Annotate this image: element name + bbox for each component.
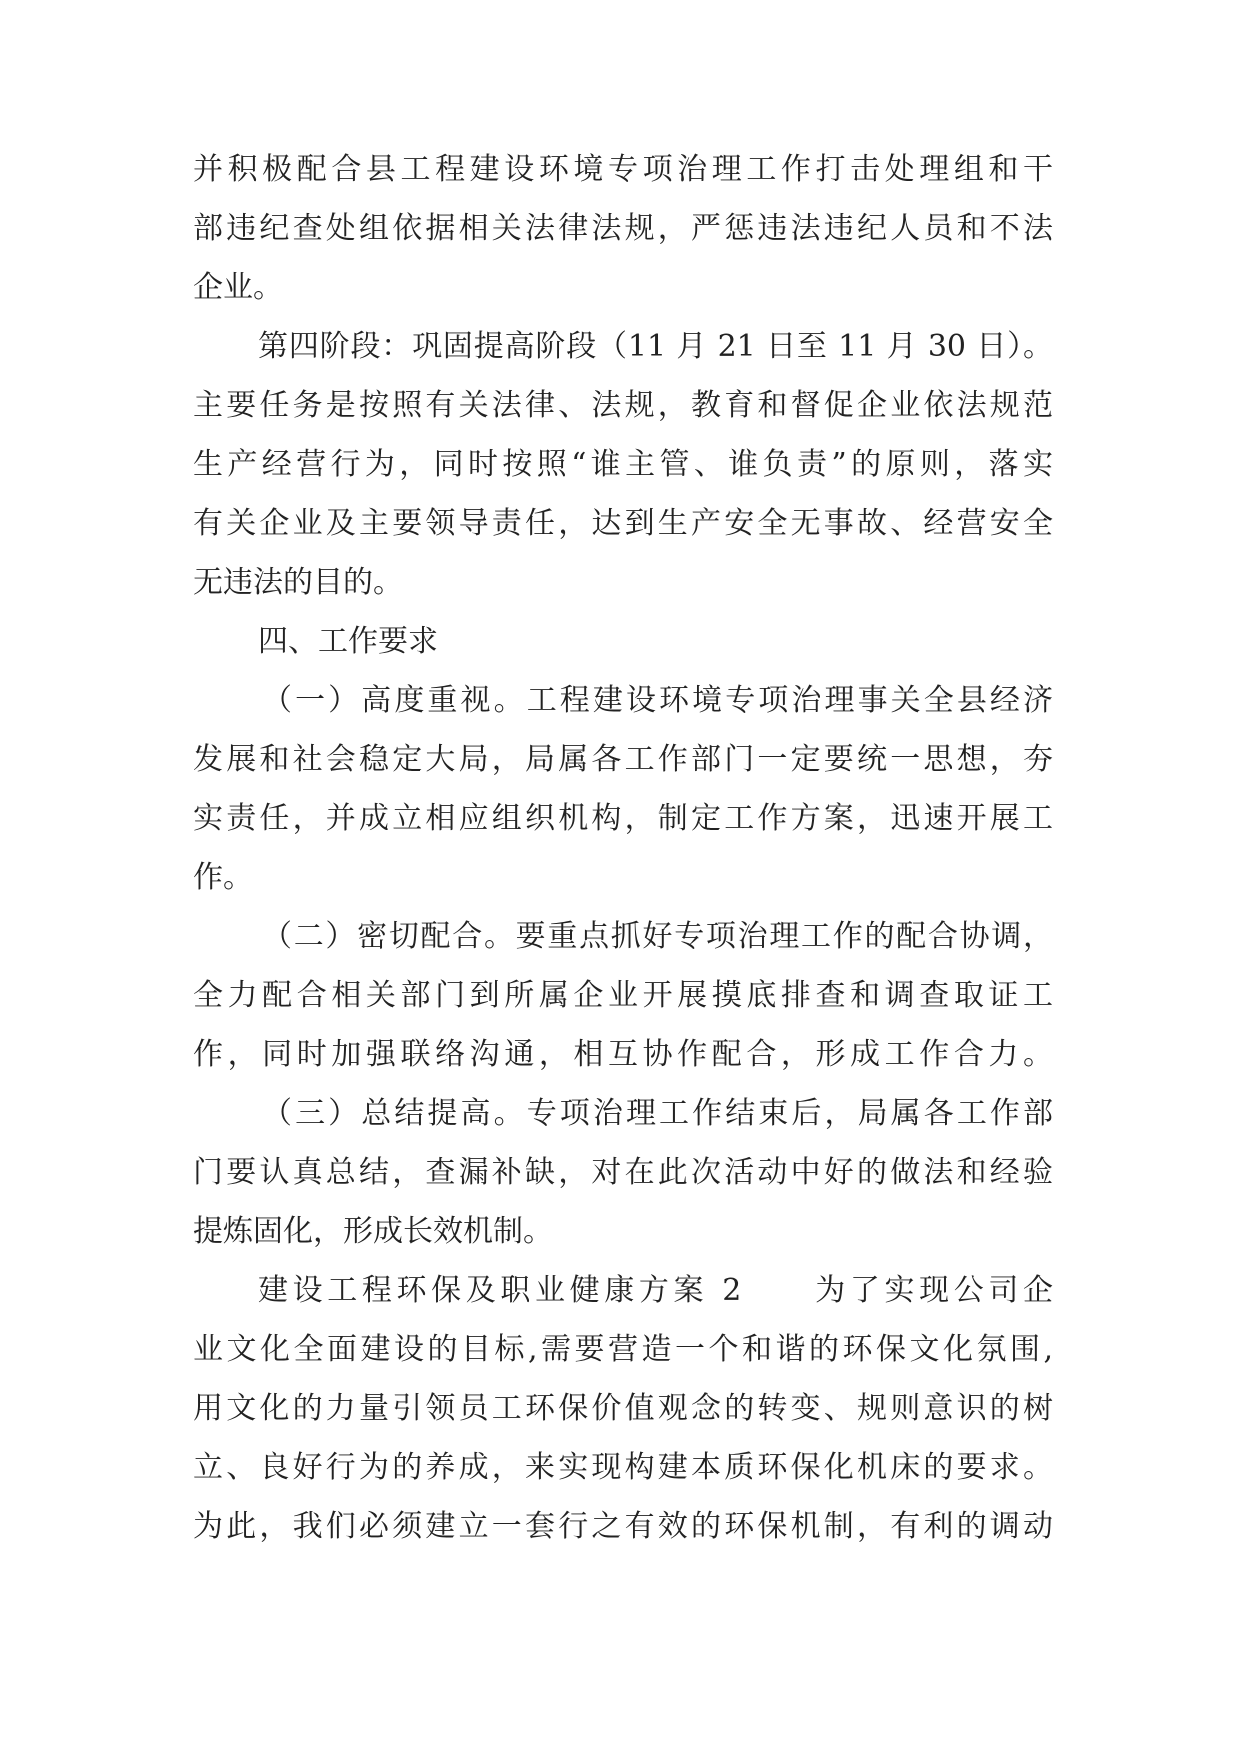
text-line: （三）总结提高。专项治理工作结束后，局属各工作部 [262,1096,1053,1131]
text-line: （一）高度重视。工程建设环境专项治理事关全县经济 [262,683,1053,718]
text-line: 业文化全面建设的目标,需要营造一个和谐的环保文化氛围, [193,1332,1053,1367]
text-line: 立、良好行为的养成，来实现构建本质环保化机床的要求。 [193,1450,1053,1485]
text-line: 生产经营行为，同时按照“谁主管、谁负责”的原则，落实 [193,447,1053,482]
text-line: 门要认真总结，查漏补缺，对在此次活动中好的做法和经验 [193,1155,1053,1190]
text-line: 作，同时加强联络沟通，相互协作配合，形成工作合力。 [193,1037,1053,1072]
text-line: 无违法的目的。 [193,565,403,600]
text-line: 用文化的力量引领员工环保价值观念的转变、规则意识的树 [193,1391,1053,1426]
text-line: 并积极配合县工程建设环境专项治理工作打击处理组和干 [193,152,1053,187]
text-line: 全力配合相关部门到所属企业开展摸底排查和调查取证工 [193,978,1053,1013]
text-line: 作。 [193,860,253,895]
text-line: 企业。 [193,270,283,305]
text-line: （二）密切配合。要重点抓好专项治理工作的配合协调， [262,919,1053,954]
text-line: 建设工程环保及职业健康方案 2 为了实现公司企 [258,1273,1053,1308]
text-line: 提炼固化，形成长效机制。 [193,1214,553,1249]
text-line: 第四阶段：巩固提高阶段（11 月 21 日至 11 月 30 日）。 [258,329,1053,364]
text-line: 实责任，并成立相应组织机构，制定工作方案，迅速开展工 [193,801,1053,836]
text-line: 部违纪查处组依据相关法律法规，严惩违法违纪人员和不法 [193,211,1053,246]
text-line: 为此，我们必须建立一套行之有效的环保机制，有利的调动 [193,1509,1053,1544]
text-line: 主要任务是按照有关法律、法规，教育和督促企业依法规范 [193,388,1053,423]
text-line: 发展和社会稳定大局，局属各工作部门一定要统一思想，夯 [193,742,1053,777]
section-heading: 四、工作要求 [258,624,438,659]
text-line: 有关企业及主要领导责任，达到生产安全无事故、经营安全 [193,506,1053,541]
